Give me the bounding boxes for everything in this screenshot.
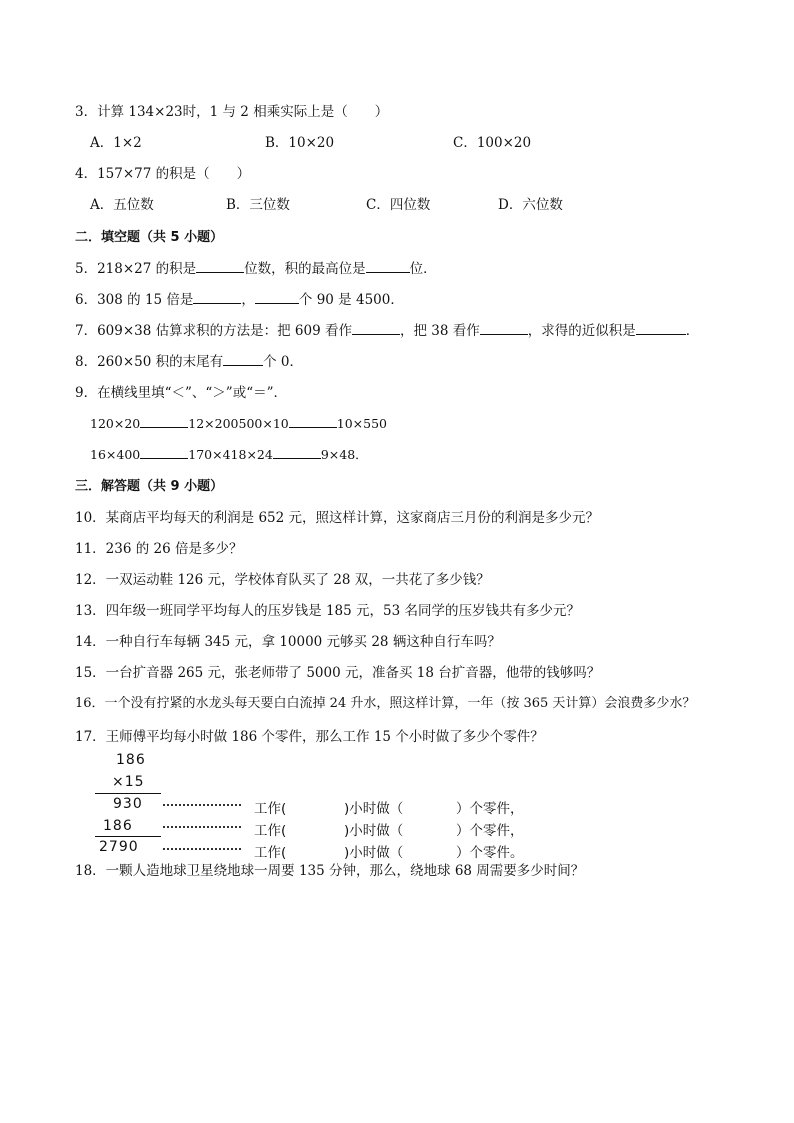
q9-expr: 10×550 [336,416,387,431]
calc-partial-2: 186 [103,818,133,834]
q5-text-a: 5．218×27 的积是 [75,261,197,277]
leader-dots-3 [163,848,241,850]
q17-row-2-c: ）个零件， [456,823,524,839]
q15: 15．一台扩音器 265 元，张老师带了 5000 元，准备买 18 台扩音器，他带的钱够吗？ [75,665,601,681]
q4-option-d: D．六位数 [498,197,563,213]
q7-blank-1[interactable] [352,322,400,335]
q3-option-c: C．100×20 [453,135,532,151]
section-3-title: 三．解答题（共 9 小题） [75,479,224,494]
q5-text-b: 位数，积的最高位是 [244,261,366,277]
q6-text-a: 6．308 的 15 倍是 [75,292,194,308]
q7-text-b: ，把 38 看作 [400,323,480,339]
q3-option-b: B．10×20 [265,135,335,151]
q17-row-2-a: 工作( [254,823,287,839]
q4-option-b: B．三位数 [226,197,290,213]
q9-expr: 120×20 [90,416,141,431]
q17-row-1-a: 工作( [254,801,287,817]
q17-row-3-c: ）个零件。 [456,845,524,861]
q11: 11．236 的 26 倍是多少？ [75,541,243,557]
q8-text-a: 8．260×50 积的末尾有 [75,354,224,370]
calc-multiplicand: 186 [116,752,146,768]
q17-stem: 17．王师傅平均每小时做 186 个零件，那么工作 15 个小时做了多少个零件？ [75,729,544,745]
q9-blank[interactable] [273,446,321,459]
calc-result: 2790 [99,839,139,855]
q9-blank[interactable] [140,446,188,459]
q9-expr: 9×48． [320,447,368,462]
leader-dots-2 [163,826,241,828]
q9-row-1 [90,415,387,433]
q7-text-d: ． [685,323,700,339]
calc-rule-2 [95,836,161,837]
q17-row-3-a: 工作( [254,845,287,861]
q6-text-c: 个 90 是 4500． [298,292,404,308]
q9-expr: 16×400 [90,447,141,462]
q13: 13．四年级一班同学平均每人的压岁钱是 185 元，53 名同学的压岁钱共有多少元？ [75,603,580,619]
q9-expr: 12×200 [188,416,239,431]
q7-text-c: ，求得的近似积是 [527,323,636,339]
q4-stem: 4．157×77 的积是（ ） [75,166,251,182]
q16: 16．一个没有拧紧的水龙头每天要白白流掉 24 升水，照这样计算，一年（按 365 天计算）会浪费多少水？ [75,696,696,711]
q4-option-c: C．四位数 [366,197,431,213]
q8-text-b: 个 0． [263,354,304,370]
q8-blank-1[interactable] [223,353,263,366]
q7 [75,322,699,340]
q6-text-b: ， [241,292,255,308]
q3-option-a: A．1×2 [90,135,142,151]
q18: 18．一颗人造地球卫星绕地球一周要 135 分钟，那么，绕地球 68 周需要多少时间？ [75,863,585,879]
q9-stem: 9．在横线里填“＜”、“＞”或“＝”． [75,385,287,401]
calc-partial-1: 930 [113,796,143,812]
calc-multiplier: ×15 [112,774,145,790]
q17-row-1-c: ）个零件， [456,801,524,817]
q7-blank-3[interactable] [636,322,686,335]
q5-text-c: 位． [409,261,437,277]
q9-blank[interactable] [140,415,188,428]
q5-blank-2[interactable] [366,260,410,273]
q6-blank-2[interactable] [255,291,299,304]
q12: 12．一双运动鞋 126 元，学校体育队买了 28 双，一共花了多少钱？ [75,572,490,588]
leader-dots-1 [163,804,241,806]
q6 [75,291,404,309]
q6-blank-1[interactable] [193,291,241,304]
q9-blank[interactable] [289,415,337,428]
q5-blank-1[interactable] [196,260,244,273]
q7-text-a: 7．609×38 估算求积的方法是：把 609 看作 [75,323,352,339]
q9-expr: 18×24 [230,447,273,462]
q3-stem: 3．计算 134×23时，1 与 2 相乘实际上是（ ） [75,104,389,120]
section-2-title: 二．填空题（共 5 小题） [75,230,224,245]
q14: 14．一种自行车每辆 345 元，拿 10000 元够买 28 辆这种自行车吗？ [75,634,501,650]
q9-expr: 500×10 [238,416,289,431]
q4-option-a: A．五位数 [90,197,154,213]
q17-row-3-b: )小时做（ [344,845,404,861]
q5 [75,260,437,278]
q9-row-2 [90,446,368,464]
calc-rule-1 [95,793,161,794]
q10: 10．某商店平均每天的利润是 652 元，照这样计算，这家商店三月份的利润是多少元？ [75,510,600,526]
q8 [75,353,303,371]
q9-expr: 170×4 [188,447,231,462]
q17-row-1-b: )小时做（ [344,801,404,817]
q7-blank-2[interactable] [480,322,528,335]
q17-row-2-b: )小时做（ [344,823,404,839]
